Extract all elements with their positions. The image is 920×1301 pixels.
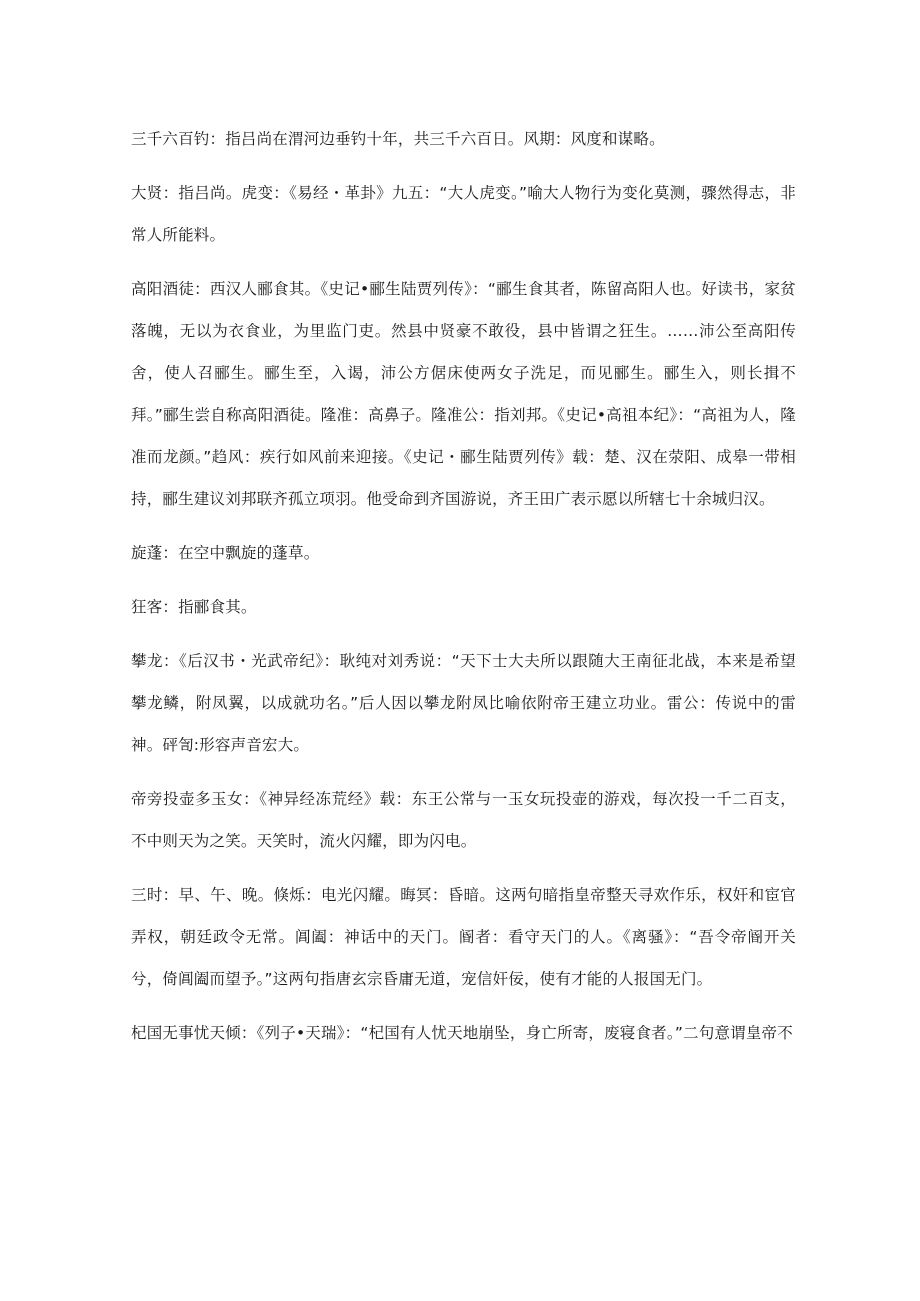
paragraph-6: 攀龙：《后汉书・光武帝纪》：耿纯对刘秀说：“天下士大夫所以跟随大王南征北战，本来是希望攀龙鳞，附凤翼，以成就功名。”后人因以攀龙附凤比喻依附帝王建立功业。雷公：传说中的雷神。砰訇:形容声音宏大。	[131, 652, 796, 754]
paragraph-1: 三千六百钓：指吕尚在渭河边垂钓十年，共三千六百日。风期：风度和谋略。	[131, 130, 665, 148]
paragraph-8: 三时：早、午、晚。倏烁：电光闪耀。晦冥：昏暗。这两句暗指皇帝整天寻欢作乐，权奸和宦官弄权，朝廷政令无常。阊阖：神话中的天门。阍者：看守天门的人。《离骚》：“吾令帝阍开关兮，倚阊阖而望予。”这两句指唐玄宗昏庸无道，宠信奸佞，使有才能的人报国无门。	[131, 886, 796, 988]
paragraph-9: 杞国无事忧天倾：《列子•天瑞》：“杞国有人忧天地崩坠，身亡所寄，废寝食者。”二句意谓皇帝不	[131, 1024, 793, 1042]
document-body	[131, 118, 796, 1066]
paragraph-4: 旋蓬：在空中飘旋的蓬草。	[131, 544, 320, 562]
paragraph-3: 高阳酒徒：西汉人郦食其。《史记•郦生陆贾列传》：“郦生食其者，陈留高阳人也。好读书，家贫落魄，无以为衣食业，为里监门吏。然县中贤豪不敢役，县中皆谓之狂生。……沛公至高阳传舍，使人召郦生。郦生至，入谒，沛公方倨床使两女子洗足，而见郦生。郦生入，则长揖不拜。”郦生尝自称高阳酒徒。隆准：高鼻子。隆准公：指刘邦。《史记•高祖本纪》：“高祖为人，隆准而龙颜。”趋风：疾行如风前来迎接。《史记・郦生陆贾列传》载：楚、汉在荥阳、成皋一带相持，郦生建议刘邦联齐孤立项羽。他受命到齐国游说，齐王田广表示愿以所辖七十余城归汉。	[131, 280, 796, 508]
paragraph-2: 大贤：指吕尚。虎变：《易经・革卦》九五：“大人虎变。”喻大人物行为变化莫测，骤然得志，非常人所能料。	[131, 184, 796, 244]
paragraph-5: 狂客：指郦食其。	[131, 598, 257, 616]
paragraph-7: 帝旁投壶多玉女：《神异经冻荒经》载：东王公常与一玉女玩投壶的游戏，每次投一千二百支，不中则天为之笑。天笑时，流火闪耀，即为闪电。	[131, 790, 796, 850]
